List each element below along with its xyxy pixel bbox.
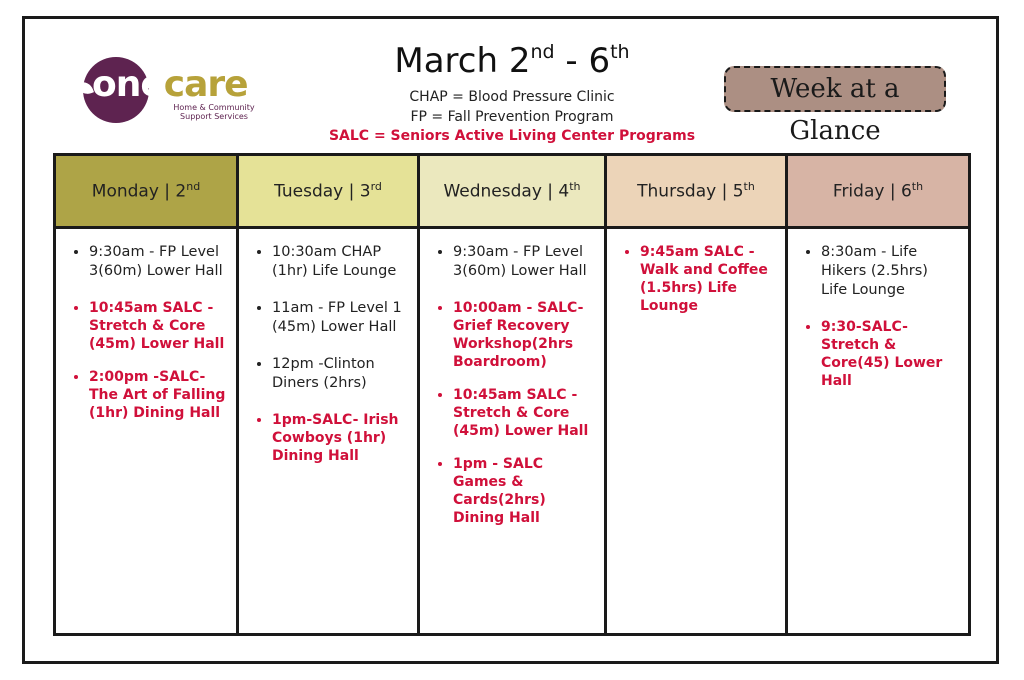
event-list [615, 243, 775, 315]
onecare-logo [78, 55, 253, 125]
day-cell-monday [55, 228, 238, 635]
event-item: • 11am - FP Level 1 (45m) Lower Hall [272, 299, 407, 337]
event-list [796, 243, 958, 390]
day-label: Wednesday | 4 [443, 181, 570, 202]
event-item-salc: • 2:00pm -SALC- The Art of Falling (1hr) Dining Hall [89, 368, 226, 422]
logo-subtitle [164, 103, 264, 121]
event-list [247, 243, 407, 465]
logo-word-one: one [92, 64, 164, 105]
event-item: • 10:30am CHAP (1hr) Life Lounge [272, 243, 407, 281]
day-label: Thursday | 5 [637, 181, 744, 202]
event-item-salc: • 10:45am SALC - Stretch & Core (45m) Lower Hall [89, 299, 226, 353]
event-list [64, 243, 226, 422]
event-item-salc: • 9:45am SALC - Walk and Coffee (1.5hrs) Life Lounge [640, 243, 775, 315]
event-item-salc: • 10:00am - SALC-Grief Recovery Workshop(2hrs Boardroom) [453, 299, 594, 371]
events-row [55, 228, 970, 635]
day-label-sup: th [569, 180, 581, 194]
day-label-sup: nd [186, 180, 201, 194]
event-item-salc: • 10:45am SALC - Stretch & Core (45m) Lower Hall [453, 386, 594, 440]
title-sup-1: nd [530, 41, 555, 63]
event-item: • 8:30am - Life Hikers (2.5hrs) Life Lounge [821, 243, 958, 300]
day-cell-friday [787, 228, 970, 635]
logo-wordmark [92, 65, 248, 105]
day-label-sup: rd [370, 180, 382, 194]
week-at-a-glance-badge: Week at a Glance [724, 66, 946, 112]
day-header-tuesday [238, 155, 419, 228]
logo-word-care: care [163, 64, 248, 105]
legend-salc: SALC = Seniors Active Living Center Programs [328, 128, 696, 144]
weekly-schedule-table [53, 153, 971, 636]
day-header-row [55, 155, 970, 228]
day-header-friday [787, 155, 970, 228]
day-label: Tuesday | 3 [274, 181, 371, 202]
event-list [428, 243, 594, 527]
event-item-salc: • 1pm-SALC- Irish Cowboys (1hr) Dining Hall [272, 411, 407, 465]
title-sup-2: th [610, 41, 630, 63]
legend-chap: CHAP = Blood Pressure Clinic [409, 89, 615, 105]
title-mid: - 6 [554, 41, 611, 81]
page-title [300, 40, 724, 82]
event-item: • 9:30am - FP Level 3(60m) Lower Hall [89, 243, 226, 281]
event-item-salc: • 1pm - SALC Games & Cards(2hrs) Dining Hall [453, 455, 594, 527]
day-header-wednesday [419, 155, 606, 228]
logo-subtitle-line2: Support Services [180, 112, 248, 121]
day-cell-thursday [606, 228, 787, 635]
day-label: Friday | 6 [832, 181, 912, 202]
logo-subtitle-line1: Home & Community [173, 103, 255, 112]
day-label: Monday | 2 [91, 181, 187, 202]
day-header-monday [55, 155, 238, 228]
day-cell-wednesday [419, 228, 606, 635]
day-header-thursday [606, 155, 787, 228]
event-item-salc: • 9:30-SALC- Stretch & Core(45) Lower Hall [821, 318, 958, 390]
event-item: • 9:30am - FP Level 3(60m) Lower Hall [453, 243, 594, 281]
legend-fp: FP = Fall Prevention Program [410, 109, 614, 125]
day-cell-tuesday [238, 228, 419, 635]
title-prefix: March 2 [394, 41, 531, 81]
day-label-sup: th [743, 180, 755, 194]
event-item: • 12pm -Clinton Diners (2hrs) [272, 355, 407, 393]
day-label-sup: th [911, 180, 924, 194]
